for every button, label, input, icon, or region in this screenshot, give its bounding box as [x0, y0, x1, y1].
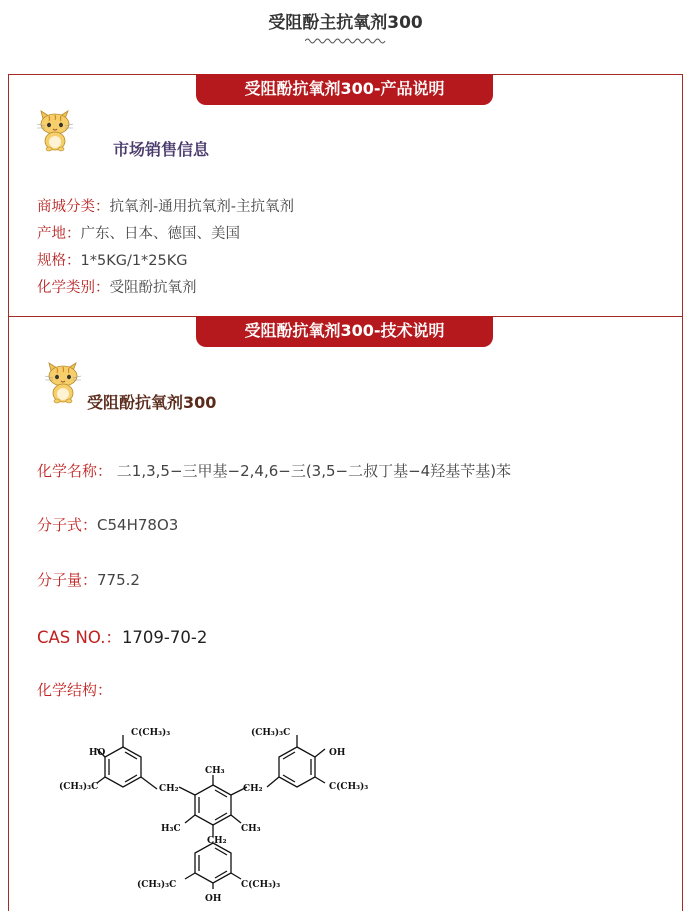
ho-left-label: HO: [89, 748, 106, 758]
chem-name-row: [37, 460, 511, 481]
ch2-left-label: CH₂: [159, 784, 179, 794]
tbu-top-left-label: C(CH₃)₃: [131, 728, 171, 738]
central-benzene-ring: [195, 785, 231, 825]
product-section: [8, 74, 683, 318]
chemical-structure-diagram: [45, 725, 385, 905]
cat-mascot-icon: [43, 361, 83, 405]
formula-row: [37, 514, 178, 535]
cas-label: CAS NO.：: [37, 628, 122, 647]
origin-value: 广东、日本、德国、美国: [80, 226, 240, 242]
left-phenol-ring: [105, 747, 141, 787]
tbu-bottom-right-label: C(CH₃)₃: [241, 880, 281, 890]
ch3-top-label: CH₃: [205, 766, 225, 776]
spec-value: 1*5KG/1*25KG: [80, 253, 188, 269]
spec-label: 规格：: [37, 253, 81, 269]
formula-value: C54H78O3: [97, 516, 179, 534]
info-row-spec: [37, 249, 188, 270]
info-row-chem-class: [37, 276, 197, 297]
page-title: 受阻酚主抗氧剂300: [268, 13, 423, 33]
tbu-top-right-label: (CH₃)₃C: [251, 728, 291, 738]
ch2-right-label: CH₂: [243, 784, 263, 794]
product-name-heading: 受阻酚抗氧剂300: [87, 393, 217, 412]
market-info-heading: 市场销售信息: [113, 140, 210, 159]
origin-label: 产地：: [37, 226, 81, 242]
bottom-phenol-ring: [195, 843, 231, 883]
ch3-right-label: CH₃: [241, 824, 261, 834]
cas-value: 1709-70-2: [121, 628, 208, 647]
weight-row: [37, 569, 140, 590]
chem-class-value: 受阻酚抗氧剂: [109, 280, 197, 296]
structure-label: 化学结构：: [37, 681, 113, 699]
product-section-banner: 受阻酚抗氧剂300-产品说明: [196, 74, 493, 105]
ch2-bottom-label: CH₂: [207, 836, 227, 846]
cat-mascot-icon: [35, 109, 75, 153]
right-phenol-ring: [279, 747, 315, 787]
structure-label-row: [37, 679, 112, 700]
oh-bottom-label: OH: [205, 894, 222, 904]
formula-label: 分子式：: [37, 516, 98, 534]
chem-name-value: 二1,3,5−三甲基−2,4,6−三(3,5−二叔丁基−4羟基苄基)苯: [112, 462, 512, 480]
tech-section-banner: 受阻酚抗氧剂300-技术说明: [196, 316, 493, 347]
info-row-origin: [37, 222, 240, 243]
chem-class-label: 化学类别：: [37, 280, 110, 296]
ch3-left-label: H₃C: [161, 824, 181, 834]
weight-label: 分子量：: [37, 571, 98, 589]
tech-section: [8, 316, 683, 911]
weight-value: 775.2: [97, 571, 140, 589]
category-label: 商城分类：: [37, 199, 110, 215]
info-row-category: [37, 195, 294, 216]
chem-name-label: 化学名称：: [37, 462, 113, 480]
cas-row: [37, 624, 207, 648]
tbu-bottom-left-label: (CH₃)₃C: [137, 880, 177, 890]
tbu-right-label: C(CH₃)₃: [329, 782, 369, 792]
category-value: 抗氧剂-通用抗氧剂-主抗氧剂: [109, 199, 294, 215]
tbu-left-label: (CH₃)₃C: [59, 782, 99, 792]
oh-right-label: OH: [329, 748, 346, 758]
wave-divider-icon: [305, 36, 387, 46]
